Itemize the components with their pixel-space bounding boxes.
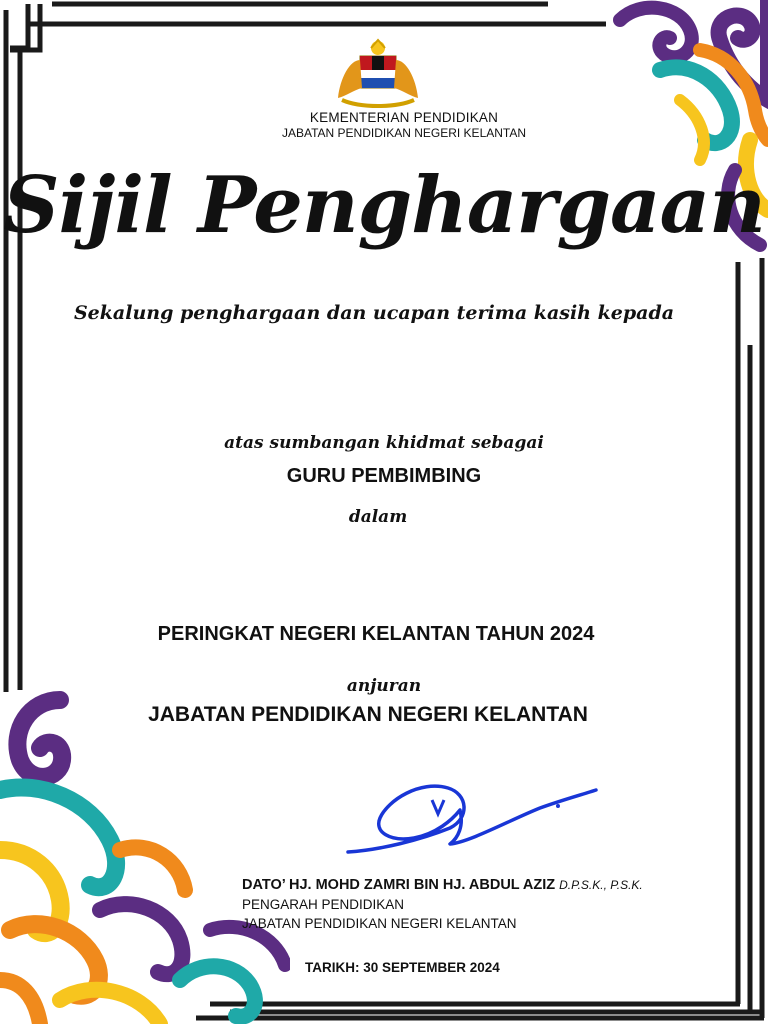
signatory-department: JABATAN PENDIDIKAN NEGERI KELANTAN xyxy=(242,916,517,931)
certificate-date: TARIKH: 30 SEPTEMBER 2024 xyxy=(305,960,500,975)
malaysia-coat-of-arms-icon xyxy=(330,38,426,110)
role-text: GURU PEMBIMBING xyxy=(286,465,482,487)
signatory-name xyxy=(242,877,643,893)
handwritten-signature-icon xyxy=(340,780,610,860)
organiser-intro-text: anjuran xyxy=(346,676,422,696)
ministry-name: KEMENTERIAN PENDIDIKAN xyxy=(309,110,499,125)
signatory-name-text: DATO’ HJ. MOHD ZAMRI BIN HJ. ABDUL AZIZ xyxy=(242,877,556,893)
within-text: dalam xyxy=(348,507,408,527)
department-name: JABATAN PENDIDIKAN NEGERI KELANTAN xyxy=(281,126,527,140)
certificate-title: Sijil Penghargaan xyxy=(3,160,765,251)
signatory-position: PENGARAH PENDIDIKAN xyxy=(242,897,405,912)
role-intro-text: atas sumbangan khidmat sebagai xyxy=(224,433,544,453)
organiser-text: JABATAN PENDIDIKAN NEGERI KELANTAN xyxy=(148,703,588,726)
bottom-left-ornament xyxy=(0,680,290,1024)
certificate-subtitle: Sekalung penghargaan dan ucapan terima kasih kepada xyxy=(73,302,675,324)
signatory-postnominals: D.P.S.K., P.S.K. xyxy=(559,878,643,892)
event-level-text: PERINGKAT NEGERI KELANTAN TAHUN 2024 xyxy=(157,623,595,645)
